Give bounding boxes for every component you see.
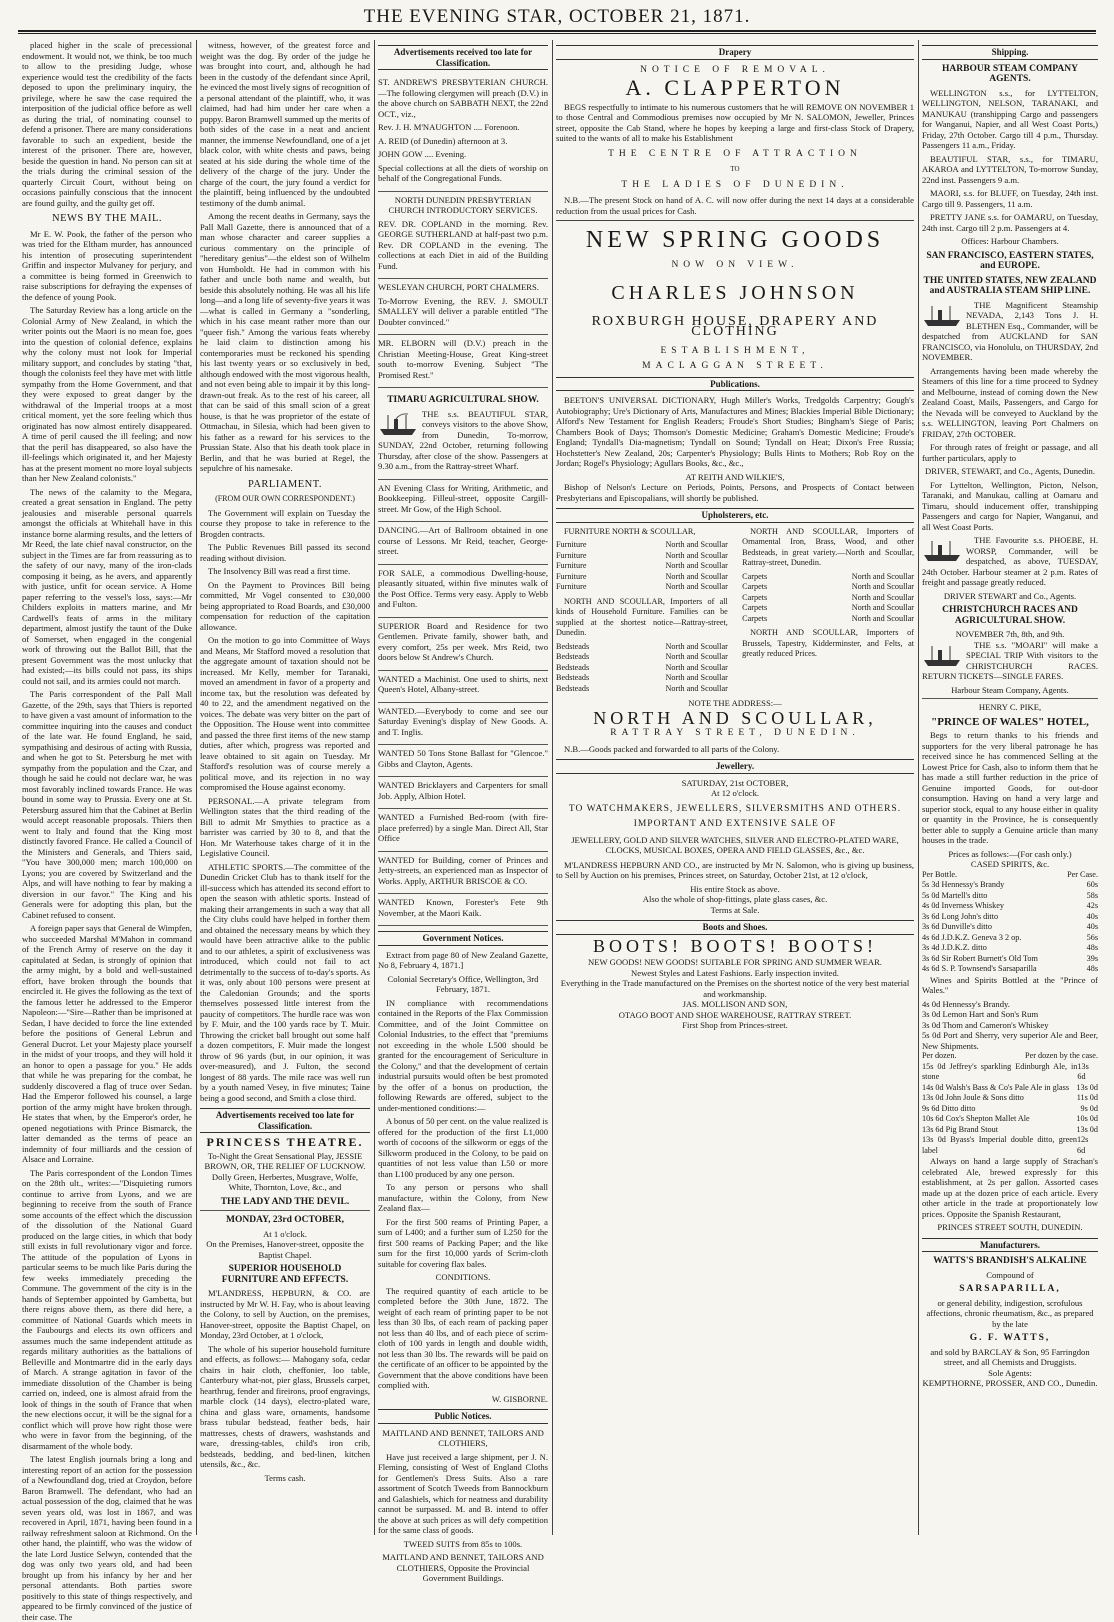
ad-text: ST. ANDREW'S PRESBYTERIAN CHURCH.—The following clergymen will preach (D.V.) in the above church on SABBATH NEXT, the 22nd OCT., viz., [378, 77, 548, 119]
ad-text: DANCING.—Art of Ballroom obtained in one course of Lessons. Mr Reid, teacher, George-street. [378, 525, 548, 556]
ad-text: Also the whole of shop-fittings, plate glass cases, &c. [642, 894, 828, 904]
article-paragraph: On the motion to go into Committee of Ways and Means, Mr Stafford moved a resolution that the aggregate amount of taxation should not be increased. Mr Kelly, member for Taranaki, moved an amendment in favor of a property and income tax, but the resolution was defeated by 40 to 22, and the amendment negatived on the voices. The debate was very bitter on the part of the Opposition. The House went into committee and passed the three first items of the new stamp duties, after which, progress was reported and leave obtained to sit again on Tuesday. Mr Stafford's resolution was of course merely a political move, and its rejection in no way compromised the House against economy. [200, 635, 370, 792]
price-row: 10s 6d Cox's Shepton Mallet Ale 10s 0d [922, 1114, 1098, 1123]
notice-text: TWEED SUITS from 85s to 100s. [403, 1538, 523, 1549]
new-spring-goods-title: NEW SPRING GOODS [585, 227, 885, 253]
price-row: 9s 6d Ditto ditto 9s 0d [922, 1103, 1098, 1113]
ad-text: IMPORTANT AND EXTENSIVE SALE OF [633, 819, 837, 829]
article-paragraph: The Insolvency Bill was read a first time. [208, 566, 351, 576]
ad-text: CASED SPIRITS, &c. [970, 859, 1050, 869]
ad-text: AN Evening Class for Writing, Arithmetic, and Bookkeeping. Filleul-street, opposite Cargill-street. Mr Gow, of the High School. [378, 482, 548, 514]
ad-text: DRIVER STEWART and Co., Agents. [943, 590, 1077, 601]
price-row: 15s 0d Jeffrey's sparkling Edinburgh Ale, in stone 13s 6d [922, 1061, 1089, 1081]
masthead [0, 0, 1114, 30]
ad-text: WANTED a Machinist. One used to shirts, next Queen's Hotel, Albany-street. [378, 673, 548, 694]
ad-title-princess-theatre: PRINCESS THEATRE. [206, 1135, 364, 1149]
public-notices-header: Public Notices. [378, 1409, 548, 1424]
notice-text: To any person or persons who shall manufacture, within the Colony, from New Zealand flax— [378, 1182, 548, 1213]
ad-title-furniture: SUPERIOR HOUSEHOLD FURNITURE AND EFFECTS. [221, 1264, 349, 1285]
ad-text: JEWELLERY, GOLD AND SILVER WATCHES, SILVER AND ELECTRO-PLATED WARE, CLOCKS, MUSICAL BOXES, OPERA AND FIELD GLASSES, &c., &c. [571, 834, 899, 855]
furniture-list: Furniture North and Scoullar Furniture North and Scoullar Furniture North and Scoullar Furniture North and Scoullar Furniture North and Scoullar [556, 540, 728, 591]
ad-text: THE s.s. BEAUTIFUL STAR, conveys visitors to the above Show, from Dunedin, To-morrow, SUNDAY, 22nd October, returning following Thursday, after close of the show. Passengers at 9.30 a.m., from the Rattray-street Wharf. [378, 408, 548, 471]
article-paragraph: A foreign paper says that General de Wimpfen, who succeeded Marshal M'Mahon in command of the French Army of reserve on the day it capitulated at Sedan, is strongly of opinion that the army might, by a bold and well-sustained effort, have broken through the bounds that encircled it. He gives the following as the text of the famous letter he addressed to the Emperor Napoleon:—"Sire—Rather than be imprisoned at Sedan, I have decided to force the line extended before the positions of General Lebrun and General Ducrot. Let your Majesty place yourself in the midst of your troops, and they will hold it an honor to open a passage for you." He adds that while he was preparing for the combat, he suddenly discovered a flag of truce over Sedan. Had the Emperor followed his counsel, a large portion of the army might have broken through. He states that when, by the Emperor's order, he opened negotiations with Prince Bismarck, the latter demanded as the terms of peace an indemnity of four milliards and the cession of Alsace and Lorraine. [22, 923, 192, 1164]
ad-text: Everything in the Trade manufactured on the Premises on the shortest notice of the very best material and workmanship. [560, 978, 910, 999]
steamship-icon [922, 302, 962, 328]
ad-text: DRIVER, STEWART, and Co., Agents, Dunedin. [925, 466, 1095, 476]
ad-text: FOR SALE, a commodious Dwelling-house, pleasantly situated, within five minutes walk of the Post Office. Terms very easy. Apply to Webb and Fulton. [378, 567, 548, 609]
notice-of-removal: NOTICE OF REMOVAL. [640, 64, 830, 75]
ad-text: WANTED.—Everybody to come and see our Saturday Evening's display of New Goods. A. and T. Inglis. [378, 705, 548, 737]
ad-text: NORTH AND SCOULLAR, Importers of all kinds of Household Furniture. Families can be supplied at the shortest notice—Rattray-street, Dunedin. [556, 596, 728, 637]
ad-wanted [378, 777, 548, 809]
price-list [922, 880, 1098, 975]
ad-wanted [378, 894, 548, 926]
ad-text: Terms cash. [264, 1472, 306, 1483]
ad-title: HARBOUR STEAM COMPANY AGENTS. [942, 63, 1078, 84]
ad-text: WANTED a Furnished Bed-room (with fire-place preferred) by a single Man. Direct All, Star Office [378, 812, 548, 843]
ad-text: WANTED for Building, corner of Princes and Jetty-streets, an experienced man as Inspector of Works. Apply, ARTHUR BRISCOE & CO. [378, 854, 548, 886]
ads-left [556, 527, 728, 695]
ad-text: On the Premises, Hanover-street, opposite the Baptist Chapel. [206, 1239, 364, 1260]
ad-text: Terms at Sale. [710, 904, 760, 915]
ad-text: JAS. MOLLISON AND SON, [682, 999, 788, 1009]
government-notices-header: Government Notices. [378, 931, 548, 946]
masthead-title: THE EVENING STAR, OCTOBER 21, 1871. [363, 6, 751, 27]
ads-header: Advertisements received too late for Classification. [378, 45, 548, 70]
column-divider [374, 40, 375, 1535]
ad-text: SATURDAY, 21st OCTOBER, [681, 777, 789, 788]
ad-dancing [378, 522, 548, 565]
steamship-icon [922, 537, 962, 563]
masthead-rule-thin [18, 33, 1096, 34]
ad-title: SAN FRANCISCO, EASTERN STATES, and EUROPE. [926, 250, 1094, 271]
notice-text: A bonus of 50 per cent. on the value realized is offered for the production of the first L1,000 worth of cocoons of the silkworm or eggs of the Silkworm produced in the Colony, to be paid on quantities of not less value than L50 or more than L100 produced by any one person. [378, 1116, 548, 1179]
ad-timaru-show [378, 388, 548, 480]
ad-text: Arrangements having been made whereby the Steamers of this line for a time proceed to Sydney and Melbourne, instead of coming down the New Zealand Coast, Mails, Passengers, and Cargo for the Nevada will be conveyed to Auckland by the s.s. WELLINGTON, leaving Port Chalmers on FRIDAY, 27th OCTOBER. [922, 365, 1098, 439]
article-paragraph: The latest English journals bring a long and interesting report of an action for the possession of a Newfoundland dog, tried at Croydon, before Baron Bramwell. The defendant, who had an actual possession of the dog, claimed that he was seven years old, was lost in 1867, and was recovered in April, 1871, having been found in a railway refreshment saloon at Richmond. On the other hand, the plaintiff, who was the widow of the late Lord Justice Selwyn, contended that the dog was only two years old, and had been brought up from his infancy by her and her personal attendants. Both parties swore positively to this state of things respectively, and appeared to be firmly convinced of the justice of their case. The [22, 1454, 192, 1622]
upholsterers-ads [556, 527, 914, 695]
ad-text: N.B.—Goods packed and forwarded to all parts of the Colony. [564, 743, 780, 754]
ad-text: THE CENTRE OF ATTRACTION [608, 148, 862, 159]
ads-header: Advertisements received too late for Classification. [200, 1108, 370, 1133]
notice-text: Have just received a large shipment, per J. N. Fleming, consisting of West of England Cloths for Gentlemen's Dress Suits. Also a rare assortment of Scotch Tweeds from Bannockburn and Galashiels, which for neatness and durability cannot be surpassed. M. and B. intend to offer the above at such prices as will defy competition for the same class of goods. [378, 1451, 548, 1535]
column-divider [552, 40, 553, 1535]
price-row: 5s 0d Martell's ditto 58s [922, 890, 1098, 900]
column-drapery [556, 40, 914, 1535]
price-header: Per Bottle. Per Case. [922, 869, 1098, 879]
ad-text: WELLINGTON s.s., for LYTTELTON, WELLINGTON, NELSON, TARANAKI, and MANUKAU (transhipping Cargo and passengers for Wanganui, Napier, and all West Coast Ports,) Friday, 27th October. Cargo till 4 p.m., Thursday. Passengers 11 a.m., Friday. [922, 87, 1098, 150]
price-row: 4s 6d J.D.K.Z. Geneva 3 2 op. 56s [922, 932, 1098, 942]
upholsterers-header: Upholsterers, etc. [556, 508, 914, 523]
ad-text: HENRY C. PIKE, [978, 702, 1042, 712]
ad-title: THE UNITED STATES, NEW ZEALAND and AUSTRALIA STEAM SHIP LINE. [923, 275, 1097, 296]
clapperton-title: A. CLAPPERTON [625, 75, 845, 100]
price-row: 13s 0d John Joule & Sons ditto 11s 0d [922, 1093, 1098, 1102]
ad-text: NORTH DUNEDIN PRESBYTERIAN CHURCH INTRODUCTORY SERVICES. [388, 194, 538, 215]
ale-list [922, 1062, 1098, 1157]
ad-text: NORTH AND SCOULLAR, Importers of Brussels, Tapestry, Kidderminster, and Felts, at greatly reduced Prices. [742, 628, 914, 658]
ad-text: BEGS respectfully to intimate to his numerous customers that he will REMOVE ON NOVEMBER 1 to those Central and Commodious premises now occupied by Mr N. SALOMON, Jeweller, Princes street, opposite the Cab Stand, where he hopes by keeping a large and first-class Stock of Drapery, suited to the wants of all to make his Establishment [556, 101, 914, 143]
notice-text: MAITLAND AND BENNET, TAILORS AND CLOTHIERS, [382, 1427, 544, 1448]
ad-text: For through rates of freight or passage, and all further particulars, apply to [922, 442, 1098, 463]
ad-text: N.B.—The present Stock on hand of A. C. will now offer during the next 14 days at a considerable reduction from the usual prices for Cash. [556, 195, 914, 216]
ad-text: Compound of [986, 1269, 1034, 1280]
ad-text: ESTABLISHMENT, [660, 345, 810, 356]
ad-text: Prices as follows:—(For cash only.) [948, 848, 1072, 859]
ad-text: WANTED 50 Tons Stone Ballast for "Glencoe." Gibbs and Clayton, Agents. [378, 748, 548, 769]
ad-text: Bishop of Nelson's Lecture on Periods, Points, Persons, and Prospects of Contact between Presbyterians and Episcopalians, will shortly be published. [556, 482, 914, 503]
column-divider [196, 40, 197, 1535]
boots-title: BOOTS! BOOTS! BOOTS! [592, 935, 877, 956]
ad-for-sale [378, 565, 548, 618]
ad-text: WESLEYAN CHURCH, PORT CHALMERS. [378, 282, 539, 292]
ad-title: CHRISTCHURCH RACES AND AGRICULTURAL SHOW. [942, 605, 1078, 626]
ad-text: To-Morrow Evening, the REV. J. SMOULT SMALLEY will deliver a parable entitled "The Doubter convinced." [378, 295, 548, 327]
notice-text: Extract from page 80 of New Zealand Gazette, No 8, February 4, 1871.] [378, 949, 548, 970]
ad-text: KEMPTHORNE, PROSSER, AND CO., Dunedin. [922, 1378, 1098, 1388]
ad-text: The whole of his superior household furniture and effects, as follows:— Mahogany sofa, cedar chairs in hair cloth, cheffonier, loo table, Canterbury what-not, pier glass, Brussels carpet, hearthrug, fender and fireirons, proof engravings, marble clock (14 days), electro-plated ware, china and glass ware, ornaments, handsome brass tubular bedstead, feather beds, hair mattresses, chests of drawers, washstands and ware, dressing-tables, child's iron crib, bedsteads, bedding, and bed-linen, kitchen utensils, &c., &c. [200, 1343, 370, 1469]
column-parliament [200, 40, 370, 1535]
price-header: Per dozen. Per dozen by the case. [922, 1051, 1098, 1060]
ad-text: To-Night the Great Sensational Play, JESSIE BROWN, OR, THE RELIEF OF LUCKNOW. [204, 1150, 366, 1171]
ad-elborn [378, 335, 548, 388]
ad-text: THE LADY AND THE DEVIL. [220, 1196, 350, 1207]
column-divider [918, 40, 919, 1535]
ad-text: TO [730, 165, 740, 173]
drapery-header: Drapery [556, 45, 914, 60]
ad-text: NOTE THE ADDRESS:— [688, 698, 782, 708]
price-row: 14s 0d Walsh's Bass & Co's Pale Ale in glass 13s 0d [922, 1082, 1098, 1092]
column-shipping [922, 40, 1098, 1535]
ad-text: M'LANDRESS, HEPBURN, & CO. are instructed by Mr W. H. Fay, who is about leaving the Colony, to sell by Auction, on the premises, Hanover-street, opposite the Baptist Chapel, on Monday, 23rd October, at 1 o'clock, [200, 1288, 370, 1340]
ad-wanted [378, 809, 548, 852]
price-row: 3s 6d Long John's ditto 40s [922, 911, 1098, 921]
publications-header: Publications. [556, 377, 914, 392]
shipping-header: Shipping. [922, 45, 1098, 60]
ad-text: BEETON'S UNIVERSAL DICTIONARY, Hugh Miller's Works, Tredgolds Carpentry; Gough's Autobiography; Ure's Dictionary of Arts, Manufactures and Mines; Blackies Imperial Bible Dictionary; Alford's New Testament for English Readers; Froude's Short Studies; Bingham's Siege of Paris; Chambers Book of Days; Thomson's Domestic Medicine; Graham's Domestic Medicine; Froude's England; Tyndall's Dia-magnetism; Tyndall on Sound; Tyndall on Heat; Dixon's Free Russia; Hochstetter's New Zealand, 20s; Carpenter's Physiology; Bulls Hints to Mothers; Rob Roy on the Jordan; Rogel's Physiology; Agullars Books, &c., &c., [556, 395, 914, 468]
ad-title: G. F. WATTS, [969, 1333, 1051, 1343]
ad-text: MR. ELBORN will (D.V.) preach in the Christian Meeting-House, Great King-street south to-morrow Evening. Subject "The Promised Rest." [378, 338, 548, 380]
ad-text: THE LADIES OF DUNEDIN. [621, 179, 849, 190]
ad-text: Wines and Spirits Bottled at the "Prince of Wales." [922, 974, 1098, 995]
steamship-icon [378, 411, 418, 437]
charles-johnson-title: CHARLES JOHNSON [611, 282, 859, 304]
notice-text: CONDITIONS. [435, 1272, 491, 1282]
ad-text: M'LANDRESS HEPBURN AND CO., are instructed by Mr N. Salomon, who is giving up business, to Sell by Auction on his premises, Princes street, on Saturday, October 21st, at 12 o'clock, [556, 859, 914, 880]
section-heading-news-by-mail: NEWS BY THE MAIL. [52, 213, 162, 224]
column-news [22, 40, 192, 1622]
ad-text: Harbour Steam Company, Agents. [951, 684, 1069, 695]
ad-title: SARSAPARILLA, [959, 1284, 1061, 1294]
ad-text: NOW ON VIEW. [671, 259, 799, 270]
ad-text: THE s.s. "MOARI" will make a SPECIAL TRIP With visitors to the CHRISTCHURCH RACES. RETURN TICKETS—SINGLE FARES. [922, 639, 1098, 681]
article-text: placed higher in the scale of precessional endowment. It would not, we think, be too much to allow to the presiding Judge, whose experience would test the credibility of the facts deposed to upon the preliminary inquiry, the privilege, where he saw the case required the interposition of the judicial office before as well as during the trial, of nominating counsel to defend a prisoner. There are many considerations favorable to such an expedient, beside the interest of the prisoner. There are, however, beside the question in hand. No person can sit at the trials during the criminal session of the quarterly Circuit Court, without being on occasions painfully conscious that the innocent are found guilty, and the guilty get off. [22, 40, 192, 208]
ad-text: SUPERIOR Board and Residence for two Gentlemen. Private family, shower bath, and every comfort, 25s per week. Mrs Reid, two doors below St Andrew's Church. [378, 620, 548, 662]
ad-evening-class [378, 480, 548, 523]
ad-text: Newest Styles and Latest Fashions. Early inspection invited. [631, 967, 839, 978]
ad-wanted [378, 852, 548, 895]
ad-wanted [378, 745, 548, 777]
ad-text: TO WATCHMAKERS, JEWELLERS, SILVERSMITHS AND OTHERS. [568, 803, 902, 814]
price-row: 4s 6d S. P. Townsend's Sarsaparilla 48s [922, 964, 1098, 973]
article-paragraph: The Paris correspondent of the London Times on the 28th ult., writes:—"Disquieting rumors continue to arrive from Lyons, and we are beginning to receive from the south of France some accounts of the effect which the discussion of the dissolution of the National Guard produced on the large cities, in which that body still exists in full revolutionary vigor and force. The attitude of the population of Lyons in particular seems to be much like Paris during the few weeks immediately preceding the Commune. The government of the city is in the hands of September appointed by Gambetta, but there reigns above them, as there did here, a committee of National Guards which meets in the Faubourgs and elects its own officers and assumes much the same independent attitude as regards military authorities as the battalions of Belleville and Montmartre did in the early days of March. A strange agitation in favor of the immediate dissolution of the Chamber is being carried on, indeed, one is almost afraid from the look of things in the south of France that when the new elections occur, it will be the signal for a conflict which will prove how right those were who were in favor from the beginning, of the disarmament of the whole body. [22, 1167, 192, 1451]
price-row: 13s 0d Byass's Imperial double ditto, green label 12s 6d [922, 1135, 1089, 1155]
ad-text: RATTRAY STREET, DUNEDIN. [610, 728, 860, 738]
ad-text: NEW GOODS! NEW GOODS! SUITABLE FOR SPRING AND SUMMER WEAR. [588, 957, 882, 967]
price-row: 3s 6d Dunville's ditto 40s [922, 922, 1098, 931]
manufacturers-header: Manufacturers. [922, 1238, 1098, 1253]
ad-text: FURNITURE NORTH & SCOULLAR, [564, 526, 696, 536]
wine-list: 4s 0d Hennessy's Brandy. 3s 0d Lemon Hart and Son's Rum 3s 0d Thom and Cameron's Whiskey 5s 0d Port and Sherry, very superior Ale and Beer, New Shipments. [922, 998, 1098, 1051]
ad-st-andrews [378, 74, 548, 192]
ad-text: or general debility, indigestion, scrofulous affections, chronic rheumatism, &c., as prepared by the late [926, 1297, 1094, 1329]
article-paragraph: witness, however, of the greatest force and weight was the dog. By order of the judge he was brought into court, and, although he had been in the custody of the defendant since April, he evinced the most lively signs of recognition of a personal attendant of the plaintiff, who, it was claimed, had had him under her care when a puppy. Baron Bramwell summed up the merits of both sides of the case in a neat and ancient manner, the immense Newfoundland, one of a jet black color, with white chests and paws, being seated at his side during the whole time of the delivery of the charge of the jury. Under the charge of the court, the jury found a verdict for the plaintiff, being influenced by the undoubted testimony of the dumb animal. [200, 40, 370, 208]
article-paragraph: Mr E. W. Pook, the father of the person who was tried for the Eltham murder, has announced his intention of prosecuting superintendent Griffin and inspector Mulvaney for perjury, and a committee is being formed in Greenwich to raise subscriptions for defraying the expenses of the defence of young Pook. [22, 228, 192, 302]
ad-text: JOHN GOW .... Evening. [378, 149, 467, 159]
article-paragraph: On the Payment to Provinces Bill being committed, Mr Vogel consented to £30,000 being appropriated to Road Boards, and £30,000 compensation for reduction of the capitation allowance. [200, 579, 370, 632]
notice-signature: W. GISBORNE. [491, 1393, 548, 1404]
bedsteads-list: Bedsteads North and Scoullar Bedsteads North and Scoullar Bedsteads North and Scoullar Bedsteads North and Scoullar Bedsteads North and Scoullar [556, 641, 728, 693]
section-subheading: (FROM OUR OWN CORRESPONDENT.) [215, 494, 355, 503]
ad-text: NOVEMBER 7th, 8th, and 9th. [955, 629, 1065, 639]
ad-wanted [378, 703, 548, 746]
price-row: 13s 6d Pig Brand Stout 13s 0d [922, 1124, 1098, 1134]
ad-text: First Shop from Princes-street. [682, 1020, 788, 1030]
ads-right [742, 527, 914, 695]
article-paragraph: PERSONAL.—A private telegram from Wellington states that the third reading of the Bill to admit Mr Smythies to practice as a barrister was carried by 30 to 8, and that the Hon. Mr Waterhouse takes charge of it in the Legislative Council. [200, 795, 370, 858]
ad-text: A. REID (of Dunedin) afternoon at 3. [378, 135, 508, 146]
ad-text: NORTH AND SCOULLAR, Importers of Ornamental Iron, Brass, Wood, and other Bedsteads, in great variety.—North and Scoullar, Rattray-street, Dunedin. [742, 526, 914, 567]
ad-text: WANTED Bricklayers and Carpenters for small Job. Apply, Albion Hotel. [378, 780, 548, 801]
notice-text: IN compliance with recommendations contained in the Reports of the Flax Commission Committee, and of the Joint Committee on Colonial Industries, to the effect that "premiums not exceeding in the whole L500 should be granted for the encouragement of Sericulture in the Colony," and that the development of certain industrial pursuits would often be best promoted by the offer of a bonus on production, the following Rewards are offered, subject to the under-mentioned conditions:— [378, 997, 548, 1113]
masthead-rule [18, 30, 1096, 32]
section-heading-parliament: PARLIAMENT. [247, 478, 323, 490]
article-paragraph: The Government will explain on Tuesday the course they propose to take in reference to the Brogden contracts. [200, 507, 370, 539]
ad-text: and sold by BARCLAY & Son, 95 Farringdon street, and all Chemists and Druggists. [930, 1346, 1090, 1367]
ad-text: Special collections at all the diets of worship on behalf of the Congregational Funds. [378, 162, 548, 183]
price-row: 3s 4d J.D.K.Z. ditto 48s [922, 943, 1098, 952]
north-scoullar-title: NORTH AND SCOULLAR, [593, 707, 877, 728]
ad-text: MAORI, s.s. for BLUFF, on Tuesday, 24th inst. Cargo till 9. Passengers, 11 a.m. [922, 188, 1098, 209]
ad-text: At 1 o'clock. [263, 1228, 307, 1239]
article-paragraph: The Public Revenues Bill passed its second reading without division. [200, 542, 370, 563]
ad-text: Begs to return thanks to his friends and supporters for the very liberal patronage he has received since he has commenced Selling at the Lowest Price for Cash, also to inform them that he has made a still further reduction in the price of Genuine imported Goods, for out-door consumption. Having on hand a very large and superior stock, equal to any house either in quality or quantity in the Province, he is consequently better able to supply a Genuine article than many houses in the trade. [922, 730, 1098, 845]
ad-text: REV. DR. COPLAND in the morning. Rev. GEORGE SUTHERLAND at half-past two p.m. Rev. DR COPLAND in the evening. The collections at each Diet in aid of the Building Fund. [378, 218, 548, 271]
notice-text: Colonial Secretary's Office, Wellington, 3rd February, 1871. [387, 973, 539, 994]
ad-text: THE Magnificent Steamship NEVADA, 2,143 Tons J. H. BLETHEN Esq., Commander, will be despatched from AUCKLAND for SAN FRANCISCO, via Honolulu, on THURSDAY, 2nd NOVEMBER. [922, 299, 1098, 362]
ad-text: MACLAGGAN STREET. [642, 361, 828, 371]
notice-text: For the first 500 reams of Printing Paper, a sum of L400; and a further sum of L250 for the first 500 reams of Packing Paper; and the like sum for the first 10,000 yards of Scrim-cloth suitable for covering flax bales. [378, 1216, 548, 1269]
ad-text: For Lyttelton, Wellington, Picton, Nelson, Taranaki, and Manukau, calling at Oamaru and Timaru, should inducement offer, transhipping Passengers and cargo for Napier, Wanganui, and all West Coast Ports. [922, 479, 1098, 532]
ad-text: His entire Stock as above. [690, 883, 780, 894]
ad-text: Always on hand a large supply of Strachan's celebrated Ale, brewed expressly for this establishment, at 2s per gallon. Assorted cases made up at the dozen price of each article. Every other article in the trade at proportionately low prices. Opposite the Spanish Restaurant, [922, 1156, 1098, 1219]
ad-title: WATTS'S BRANDISH'S ALKALINE [933, 1256, 1087, 1266]
ad-text: BEAUTIFUL STAR, s.s., for TIMARU, AKAROA and LYTTELTON, To-morrow Sunday, 22nd inst. Passengers 9 a.m. [922, 153, 1098, 185]
roxburgh-house-title: ROXBURGH HOUSE, DRAPERY AND CLOTHING [591, 313, 879, 339]
carpets-list: Carpets North and Scoullar Carpets North and Scoullar Carpets North and Scoullar Carpets North and Scoullar Carpets North and Scoullar [742, 571, 914, 623]
ad-text: PRINCES STREET SOUTH, DUNEDIN. [937, 1222, 1083, 1232]
ad-text: Dolly Green, Herbertes, Musgrave, Wolfe, White, Thornton, Love, &c., and [211, 1171, 359, 1192]
ad-board [378, 618, 548, 671]
ad-wanted [378, 671, 548, 703]
article-paragraph: Among the recent deaths in Germany, says the Pall Mall Gazette, there is announced that of a man whose character and career supplies a curious commentary on the principle of "hereditary genius"—the eldest son of Wilhelm von Humboldt. He had in common with his father and uncle both name and wealth, but beside this absolutely nothing. He was all his life long—and a long life of seventy-five years it was—what is called in Germany a "sonderling, which in his case meant rather more than our "queer fish." Among the various feats whereby he laid claim to distinction among his contemporaries must be reckoned his spending his last twenty years or so exclusively in bed, although endowed with the most vigorous health, and not even being able to impair it by this long-drawn-out freak. As to the rest of his career, all that can be said of this small scion of a great house, is that he was proprietor of the estate of Ottmachau, in Silesia, which had been given to his father as a reward for his services to the Prussian State. Also that his death took place in Berlin, and that he was buried at Regel, the sepulchre of his namesake. [200, 211, 370, 473]
article-paragraph: The Saturday Review has a long article on the Colonial Army of New Zealand, in which the writer points out the Maori is no mean foe, goes into the question of colonial defence, explains why the colony must not look for Imperial military support, and concludes by stating "that, though the colonists feel they have met with little sympathy from the Home Government, and that they were exposed to great danger by the withdrawal of the Imperial troops at a most critical moment, yet the sore feeling which thus originated has now almost entirely disappeared. A time of peril caused the ill feeling; and now that the peril has disappeared, so also have the ill-feelings which originated it, and her Majesty has at the present moment no more loyal subjects than her New Zealand colonists." [22, 305, 192, 483]
notice-text: The required quantity of each article to be completed before the 30th June, 1872. The weight of each ream of printing paper to be not less than 30 lbs, of each ream of packing paper not less than 40 lbs, and of each piece of scrim-cloth of 100 yards in length and double width, not less than 30 lbs. The rewards will be paid on the certificate of an officer to be appointed by the Government that the above conditions have been complied with. [378, 1285, 548, 1390]
steamship-icon [922, 642, 962, 668]
ad-text: PRETTY JANE s.s. for OAMARU, on Tuesday, 24th inst. Cargo till 2 p.m. Passengers at 4. [922, 212, 1098, 233]
ad-text: THE Favourite s.s. PHOEBE, H. WORSP, Commander, will be despatched, as above, TUESDAY, 24th October. Harbour steamer at 2 p.m. Rates of freight and passage greatly reduced. [922, 535, 1098, 587]
ad-wesleyan [378, 279, 548, 335]
price-row: 5s 3d Hennessy's Brandy 60s [922, 880, 1098, 889]
ad-text: OTAGO BOOT AND SHOE WAREHOUSE, RATTRAY STREET. [618, 1009, 852, 1020]
price-row: 3s 6d Sir Robert Burnett's Old Tom 39s [922, 953, 1098, 963]
notice-text: MAITLAND AND BENNET, TAILORS AND CLOTHIERS, Opposite the Provincial Government Buildings. [382, 1552, 544, 1583]
ad-text: WANTED Known, Forester's Fete 9th November, at the Maori Kaik. [378, 897, 548, 918]
ad-title: "PRINCE OF WALES" HOTEL, [931, 715, 1089, 728]
ad-north-dunedin [378, 192, 548, 280]
ad-date: MONDAY, 23rd OCTOBER, [226, 1215, 344, 1225]
article-paragraph: ATHLETIC SPORTS.—The committee of the Dunedin Cricket Club has to thank itself for the ill-success which has attended its second effort to open the season with athletic sports. Instead of making their arrangements in such a way that all the City clubs could have helped in forther them and obtained the necessary means by which they would have been attractive alike to the public and to our athletes, a spirit of exclusiveness was introduced, which could not fail to act detrimentally to the success of to-day's sports. As it was, only about 100 persons were present at the Caledonian Grounds; and the sports themselves possessed little interest from the paucity of competitors. The hurdle race was won by F. Muir, and the 100 yards race by T. Muir. Throwing the cricket ball brought out some half a dozen competitors, F. Muir made the longest throw of 96 yards (but, in our opinion, it was over-measured), and J. Fulton, the second longest of 88 yards. The mile race was well run by a youth named Vesey, in five minutes; Taine being a good second, and Smith a close third. [200, 861, 370, 1103]
article-paragraph: The news of the calamity to the Megara, created a great sensation in England. The petty jealousies and miserable personal quarrels amongst the officials at Whitehall have in this instance borne alarming results, and the letters of Mr Reed, the late chief naval constructor, on the subject in the Times are far from reassuring as to the safety of our navy, many of the iron-clads composing it being, as he avers, and apparently with justice, unfit for ocean service. A Home paper referring to the vessel's loss, says:—Mr Childers exploits in matters marine, and Mr Cardwell's feats of arms in the military department, almost justify the taunt of the Duke of Somerset, when engaged in the congenial work of throwing out the Ballot Bill, that the present Government was the most unlucky that had existed;—its bills could not pass, its ships could not sail, and its armies could not march. [22, 486, 192, 686]
boots-header: Boots and Shoes. [556, 920, 914, 935]
article-paragraph: The Paris correspondent of the Pall Mall Gazette, of the 29th, says that Thiers is reported to have given a vast amount of information to the committee inquiring into the causes and conduct of the late war. He found England, he said, sympathising and desirous of acting with Russia, and when he got to St. Petersburg he met with sympathy from the population and the Czar, and though he said he could not declare war, he was most favorably inclined towards France. He was bound in some way to Prussia. Every one at St. Petersburg assured him that the Cabinet at Berlin would accept reasonable proposals. Thiers then went to Italy and found that the King most distinctly favored France. He called a Council of the Ministers and Generals, and Thiers said, "You have 300,000 men; march 100,000 on Lyons; you are covered by Switzerland and the Alps, and will have nothing to fear by making a diversion in our favor." The King and his Generals were for adopting this plan, but the Cabinet refused to consent. [22, 689, 192, 920]
ad-text: At 12 o'clock. [710, 788, 760, 798]
ad-text: Offices: Harbour Chambers. [961, 236, 1059, 246]
ad-title: TIMARU AGRICULTURAL SHOW. [387, 395, 539, 405]
price-row: 4s 0d Inverness Whiskey 42s [922, 901, 1098, 910]
ad-text: Rev. J. H. M'NAUGHTON .... Forenoon. [378, 122, 520, 132]
ad-text: AT REITH AND WILKIE'S, [685, 471, 785, 482]
column-ads [378, 40, 548, 1583]
ad-text: Sole Agents: [988, 1367, 1032, 1378]
jewellery-header: Jewellery. [556, 759, 914, 774]
